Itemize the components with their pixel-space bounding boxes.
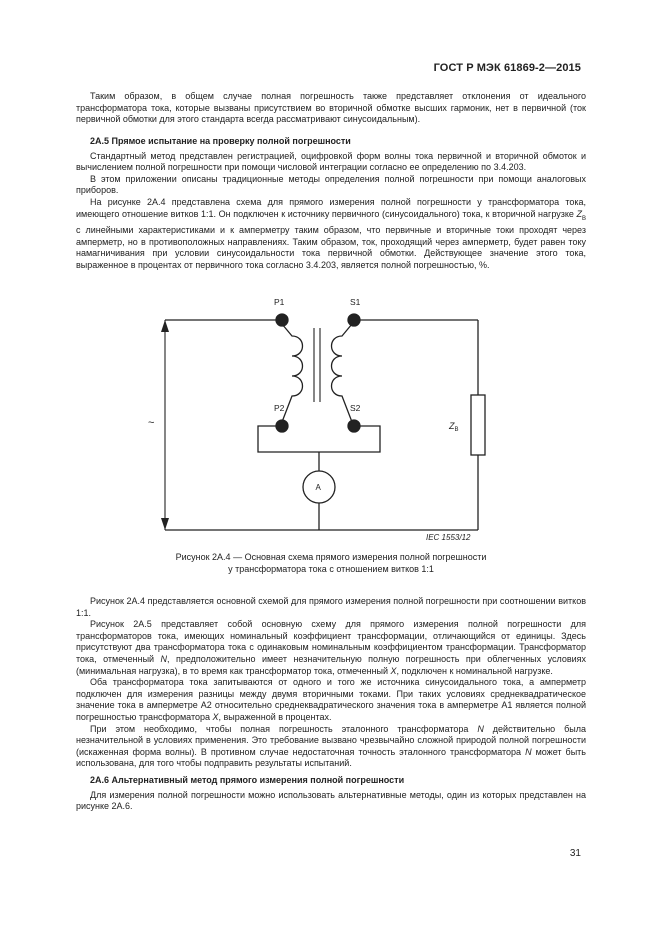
source-arrow-top [161, 320, 169, 332]
intro-paragraph: Таким образом, в общем случае полная погрешность также представляет отклонения от идеального трансформатора тока, которые вызваны присутствием во вторичной обмотке высших гармоник, нет в первичной (ток первичной обмотки для этого стандарта всегда рассматривают синусоидальным). [76, 91, 586, 125]
page-number: 31 [569, 848, 581, 859]
intro-block [76, 91, 586, 126]
section-a6-paragraph: Для измерения полной погрешности можно использовать альтернативные методы, один из которых представлен на рисунке 2А.6. [76, 789, 586, 812]
burden-label: $Z_B$ [449, 421, 459, 433]
body2-paragraph-4: При этом необходимо, чтобы полная погрешность эталонного трансформатора N действительно была незначительной в условиях применения. Это требование вызвано чрезвычайно сложной природой полной погрешности (искаженная форма волны). В противном случае недостаточная точность эталонного трансформатора N может быть использована, для того чтобы подправить результаты испытаний. [76, 723, 586, 769]
section-a5-heading: 2А.5 Прямое испытание на проверку полной погрешности [90, 136, 351, 146]
iec-reference: IEC 1553/12 [426, 533, 471, 542]
standard-header: ГОСТ Р МЭК 61869-2—2015 [433, 62, 581, 74]
body2-paragraph-3: Оба трансформатора тока запитываются от одного и того же источника синусоидального тока, а амперметр подключен для измерения разницы между двумя вторичными токами. При таких условиях среднеквадратическое значение тока в амперметре А2 относительно среднеквадратического значения тока в амперметре А1 является полной погрешностью трансформатора X, выраженной в процентах. [76, 677, 586, 722]
section-a5-paragraph-2: В этом приложении описаны традиционные методы определения полной погрешности при помощи аналоговых приборов. [76, 173, 586, 196]
label-p2: P2 [274, 403, 285, 413]
section-a6-heading: 2А.6 Альтернативный метод прямого измерения полной погрешности [90, 774, 405, 785]
burden-symbol: Z [576, 208, 582, 219]
label-p1: P1 [274, 297, 285, 307]
terminal-p1 [276, 314, 288, 326]
secondary-winding [332, 324, 353, 422]
source-symbol: ~ [148, 417, 155, 429]
ammeter-label: A [315, 483, 321, 492]
source-arrow-bottom [161, 518, 169, 530]
label-s1: S1 [350, 297, 361, 307]
figure-caption-line-1: Рисунок 2А.4 — Основная схема прямого измерения полной погрешности [175, 552, 487, 562]
terminal-s2 [348, 420, 360, 432]
figure-caption-line-2: у трансформатора тока с отношением витков 1:1 [228, 564, 434, 574]
wire-p2-loop [258, 426, 380, 452]
terminal-p2 [276, 420, 288, 432]
label-s2: S2 [350, 403, 361, 413]
primary-winding [282, 324, 303, 422]
terminal-s1 [348, 314, 360, 326]
section-a5 [76, 136, 586, 271]
body2-paragraph-2: Рисунок 2А.5 представляет собой основную схему для прямого измерения полной погрешности для трансформаторов тока, имеющих номинальный коэффициент трансформации, отличающийся от единицы. Здесь присутствуют два трансформатора тока с одинаковым номинальным коэффициентом трансформации. Трансформатор тока, отмеченный N, предположительно имеет незначительную полную погрешность при облегченных условиях (минимальная нагрузка), в то время как трансформатор тока, отмеченный X, подключен к номинальной нагрузке. [76, 619, 587, 676]
circuit-diagram [0, 290, 661, 550]
burden-resistor [471, 395, 485, 455]
body2-paragraph-1: Рисунок 2А.4 представляется основной схемой для прямого измерения полной погрешности при соотношении витков 1:1. [76, 596, 586, 618]
section-a5-paragraph-3: На рисунке 2А.4 представлена схема для прямого измерения полной погрешности у трансформатора тока, имеющего отношение витков 1:1. Он подключен к источнику первичного (синусоидального) тока, к вторичной нагрузке $Z_B$ с линейными характеристиками и к амперметру таким образом, что первичные и вторичные токи проходят через амперметр, но в противоположных направлениях. Таким образом, ток, проходящий через амперметр, будет равен току намагничивания при условии синусоидальности тока первичной обмотки. Действующее значение этого тока, выраженное в процентах от первичного тока согласно 3.4.203, является полной погрешностью, %. [76, 196, 586, 270]
section-a5-paragraph-1: Стандартный метод представлен регистрацией, оцифровкой форм волны тока первичной и вторичной обмоток и вычислением полной погрешности при помощи числовой интеграции согласно ее определению по 3.4.203. [76, 150, 586, 173]
figure-caption [76, 551, 586, 575]
body-block-2 [76, 596, 586, 813]
